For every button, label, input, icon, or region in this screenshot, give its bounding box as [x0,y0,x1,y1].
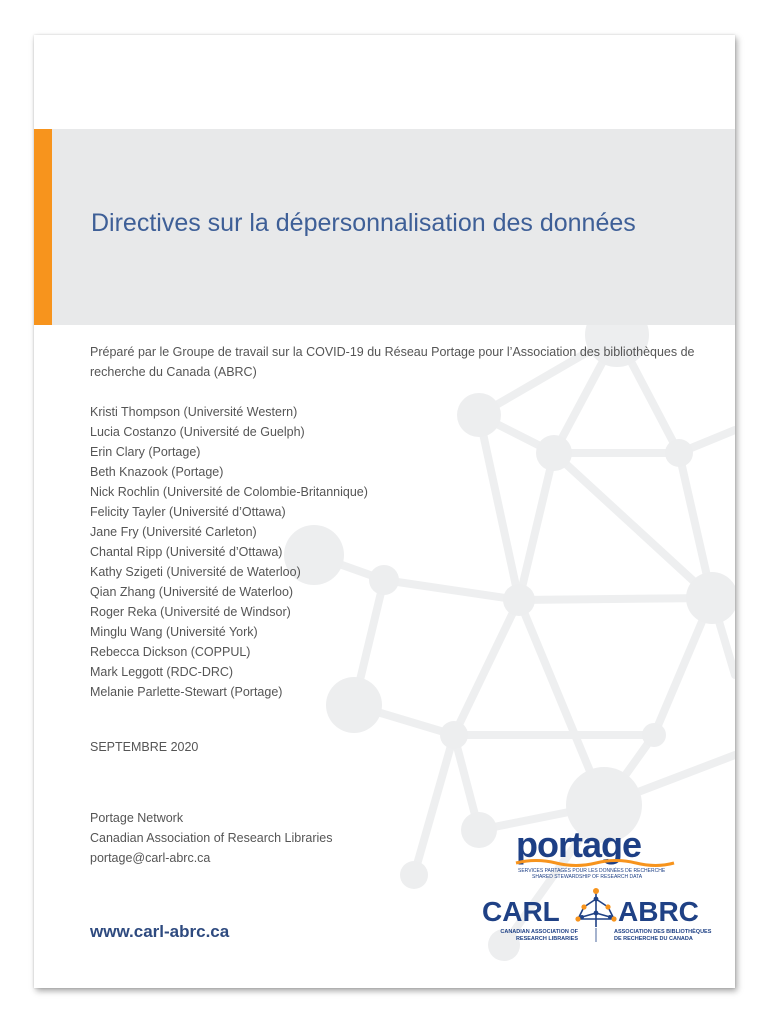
author-item: Erin Clary (Portage) [90,445,201,459]
author-item: Kristi Thompson (Université Western) [90,405,298,419]
abrc-name-fr-1: ASSOCIATION DES BIBLIOTHÈQUES [614,929,712,935]
carl-name-en-2: RESEARCH LIBRARIES [515,936,578,942]
abrc-wordmark: ABRC [618,896,699,927]
author-item: Nick Rochlin (Université de Colombie-Britannique) [90,485,368,499]
author-list [90,402,650,702]
author-item: Rebecca Dickson (COPPUL) [90,645,251,659]
author-item: Roger Reka (Université de Windsor) [90,605,291,619]
document-cover-page [34,35,735,988]
author-item: Qian Zhang (Université de Waterloo) [90,585,294,599]
contact-organization: Portage Network [90,811,184,825]
portage-logo [512,825,680,881]
author-item: Kathy Szigeti (Université de Waterloo) [90,565,301,579]
author-item: Lucia Costanzo (Université de Guelph) [90,425,305,439]
prepared-by-statement: Préparé par le Groupe de travail sur la COVID-19 du Réseau Portage pour l’Association des bibliothèques de recherche du Canada (ABRC) [90,345,695,379]
portage-wordmark: portage [516,825,642,865]
contact-association: Canadian Association of Research Libraries [90,831,333,845]
author-item: Melanie Parlette-Stewart (Portage) [90,685,283,699]
contact-email[interactable]: portage@carl-abrc.ca [90,851,211,865]
carl-wordmark: CARL [482,896,560,927]
abrc-name-fr-2: DE RECHERCHE DU CANADA [614,936,693,942]
carl-name-en-1: CANADIAN ASSOCIATION OF [500,929,578,935]
author-item: Beth Knazook (Portage) [90,465,224,479]
publication-date: SEPTEMBRE 2020 [90,740,199,754]
document-title: Directives sur la dépersonnalisation des données [91,209,636,237]
author-item: Mark Leggott (RDC-DRC) [90,665,234,679]
author-item: Felicity Tayler (Université d’Ottawa) [90,505,286,519]
author-item: Chantal Ripp (Université d’Ottawa) [90,545,283,559]
carl-abrc-logo [480,887,712,947]
portage-tagline-fr: SERVICES PARTAGÉS POUR LES DONNÉES DE RECHERCHE [518,868,666,874]
contact-block [90,808,333,868]
author-item: Jane Fry (Université Carleton) [90,525,257,539]
title-accent-bar [34,129,52,325]
website-link[interactable]: www.carl-abrc.ca [90,922,230,941]
author-item: Minglu Wang (Université York) [90,625,258,639]
portage-tagline-en: SHARED STEWARDSHIP OF RESEARCH DATA [532,874,643,880]
